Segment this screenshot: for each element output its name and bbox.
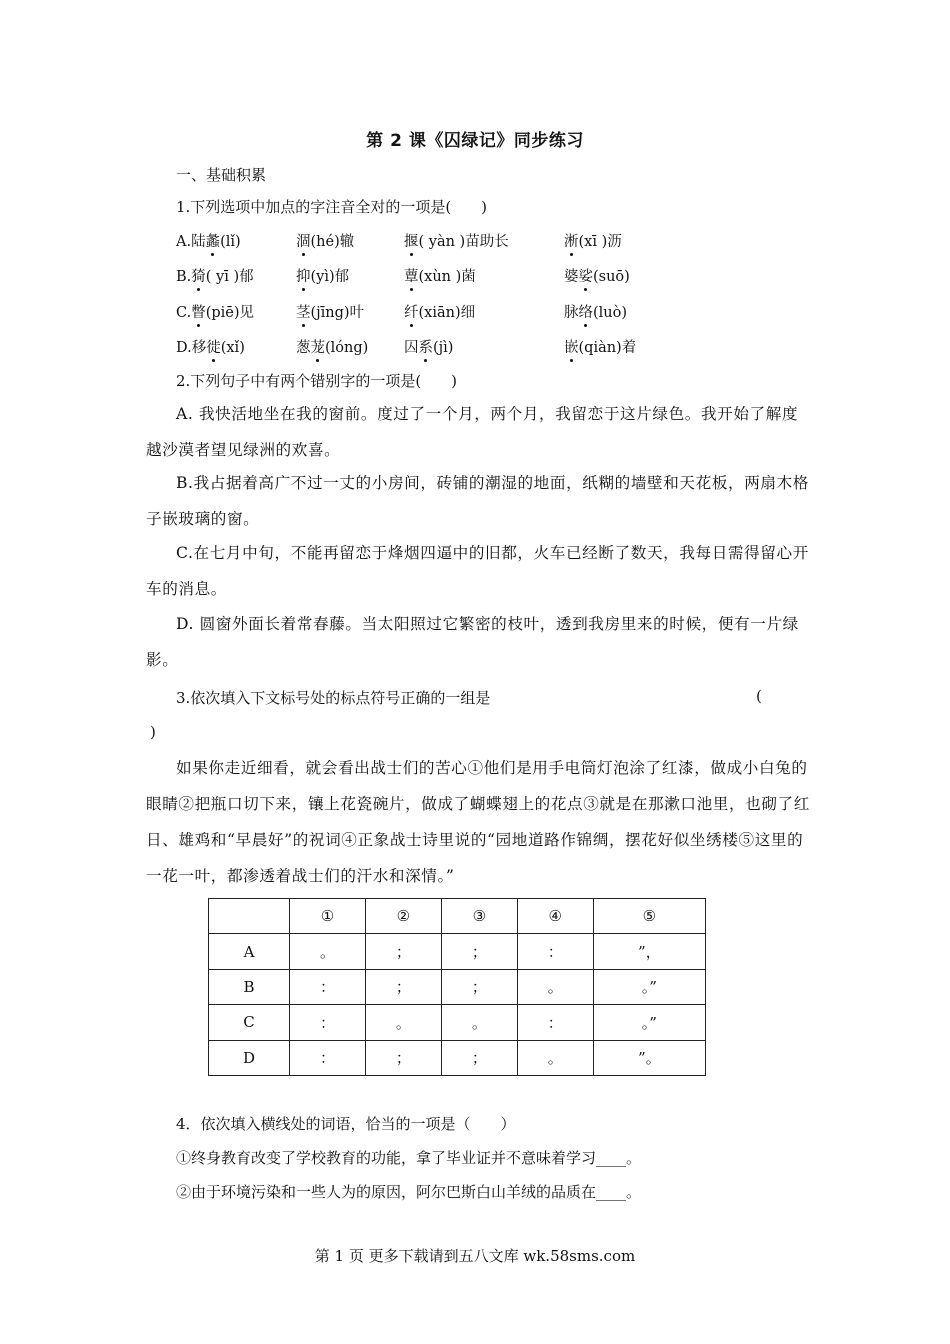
table-cell: 。 [365,1005,441,1040]
dotted-character: 络 [579,301,594,322]
table-header-cell: ① [290,899,366,934]
question-4-sentence-1: ①终身教育改变了学校教育的功能，拿了毕业证并不意味着学习____。 [176,1149,642,1167]
pinyin-annotation: (jì) [433,340,454,356]
dotted-character: 猗 [191,265,206,286]
option-b-item [404,265,476,286]
section-heading: 一、基础积累 [176,166,267,184]
table-header-cell: ② [365,899,441,934]
table-row [209,934,706,969]
option-a-item [404,230,509,251]
table-cell: ： [290,1005,366,1040]
dotted-character: 涸 [296,230,311,251]
table-cell: 。 [517,1040,593,1075]
dotted-character: 娑 [579,265,594,286]
dotted-character: 徙 [206,336,221,357]
option-c-item [564,301,627,322]
option-d-item [176,336,245,357]
table-row [209,969,706,1004]
word-prefix: 脉 [564,305,579,321]
pinyin-annotation: (xùn )菌 [418,269,476,285]
dotted-character: 茏 [311,336,326,357]
question-3-stem: 3.依次填入下文标号处的标点符号正确的一组是 [176,689,491,707]
table-cell: ； [441,1040,517,1075]
dotted-character: 系 [419,336,434,357]
option-d-item [296,336,368,357]
pinyin-annotation: ( yī )郁 [205,269,254,285]
page-title: 第 2 课《囚绿记》同步练习 [366,131,584,151]
dotted-character: 蠡 [206,230,221,251]
pinyin-annotation: (lóng) [325,340,369,356]
pinyin-annotation: (hé)辙 [310,234,355,250]
table-header-cell: ⑤ [593,899,705,934]
table-cell: ： [517,1005,593,1040]
table-cell: ； [365,934,441,969]
pinyin-annotation: (luò) [593,305,628,321]
option-a-item [296,230,354,251]
option-a-item [176,230,241,251]
dotted-character: 纤 [404,301,419,322]
option-c-item [296,301,364,322]
question-2-option-b: B.我占据着高广不过一丈的小房间，砖铺的潮湿的地面，纸糊的墙壁和天花板，两扇木格子嵌玻璃的窗。 [146,474,809,528]
pinyin-annotation: (suō) [593,269,630,285]
option-b-item [176,265,254,286]
question-1-stem: 1.下列选项中加点的字注音全对的一项是( ) [176,198,488,216]
option-label: B. [176,269,192,285]
table-header-cell: ③ [441,899,517,934]
table-cell: ： [290,1040,366,1075]
row-label-cell: C [209,1005,290,1040]
option-c-item [176,301,254,322]
word-prefix: 葱 [296,340,311,356]
dotted-character: 揠 [404,230,419,251]
option-a-item [564,230,622,251]
row-label-cell: B [209,969,290,1004]
punctuation-table [208,898,706,1076]
word-prefix: 婆 [564,269,579,285]
table-cell: 。 [517,969,593,1004]
answer-paren-open: ( [756,687,762,705]
dotted-character: 茎 [296,301,311,322]
option-label: C. [176,305,192,321]
table-cell: 。 [441,1005,517,1040]
table-cell: 。” [593,1005,705,1040]
question-3-passage: 如果你走近细看，就会看出战士们的苦心①他们是用手电筒灯泡涂了红漆，做成小白兔的眼睛②把瓶口切下来，镶上花瓷碗片，做成了蝴蝶翅上的花点③就是在那漱口池里，也砌了红日、雄鸡和“早晨好”的祝词④正象战士诗里说的“园地道路作锦绸，摆花好似坐绣楼⑤这里的一花一叶，都渗透着战士们的汗水和深情。” [146,759,810,885]
table-header-cell [209,899,290,934]
dotted-character: 嵌 [564,336,579,357]
pinyin-annotation: ( yàn )苗助长 [418,234,509,250]
table-cell: ”。 [593,1040,705,1075]
pinyin-annotation: (lǐ) [220,234,241,250]
question-2-option-d: D. 圆窗外面长着常春藤。当太阳照过它繁密的枝叶，透到我房里来的时候，便有一片绿影。 [146,615,799,669]
table-cell: ： [517,934,593,969]
question-2-option-a: A. 我快活地坐在我的窗前。度过了一个月，两个月，我留恋于这片绿色。我开始了解度越沙漠者望见绿洲的欢喜。 [146,405,799,459]
table-cell: ； [441,969,517,1004]
dotted-character: 抑 [296,265,311,286]
option-b-item [564,265,630,286]
word-prefix: 囚 [404,340,419,356]
table-row [209,1040,706,1075]
table-header-row [209,899,706,934]
dotted-character: 瞥 [191,301,206,322]
word-prefix: 移 [191,340,207,356]
pinyin-annotation: (xiān)细 [418,305,476,321]
question-2-option-c: C.在七月中旬，不能再留恋于烽烟四逼中的旧都，火车已经断了数天，我每日需得留心开车的消息。 [146,544,809,598]
row-label-cell: D [209,1040,290,1075]
pinyin-annotation: (piē)见 [205,305,255,321]
row-label-cell: A [209,934,290,969]
question-4-stem: 4．依次填入横线处的词语，恰当的一项是（ ） [176,1115,516,1133]
table-cell: 。” [593,969,705,1004]
dotted-character: 淅 [564,230,579,251]
page-footer: 第 1 页 更多下载请到五八文库 wk.58sms.com [314,1247,636,1265]
option-d-item [564,336,636,357]
answer-paren-close: ) [150,723,156,741]
pinyin-annotation: (qiàn)着 [578,340,637,356]
table-cell: ； [365,969,441,1004]
pinyin-annotation: (xǐ) [220,340,245,356]
word-prefix: 陆 [191,234,206,250]
option-b-item [296,265,349,286]
pinyin-annotation: (yì)郁 [310,269,350,285]
question-4-sentence-2: ②由于环境污染和一些人为的原因，阿尔巴斯白山羊绒的品质在____。 [176,1183,642,1201]
table-row [209,1005,706,1040]
table-header-cell: ④ [517,899,593,934]
pinyin-annotation: (jīng)叶 [310,305,365,321]
table-cell: ： [290,969,366,1004]
dotted-character: 蕈 [404,265,419,286]
option-d-item [404,336,453,357]
pinyin-annotation: (xī )沥 [578,234,622,250]
question-2-stem: 2.下列句子中有两个错别字的一项是( ) [176,372,458,390]
table-cell: ； [365,1040,441,1075]
table-cell: 。 [290,934,366,969]
option-label: A. [176,234,192,250]
option-c-item [404,301,475,322]
table-cell: ”， [593,934,705,969]
option-label: D. [176,340,192,356]
table-cell: ； [441,934,517,969]
